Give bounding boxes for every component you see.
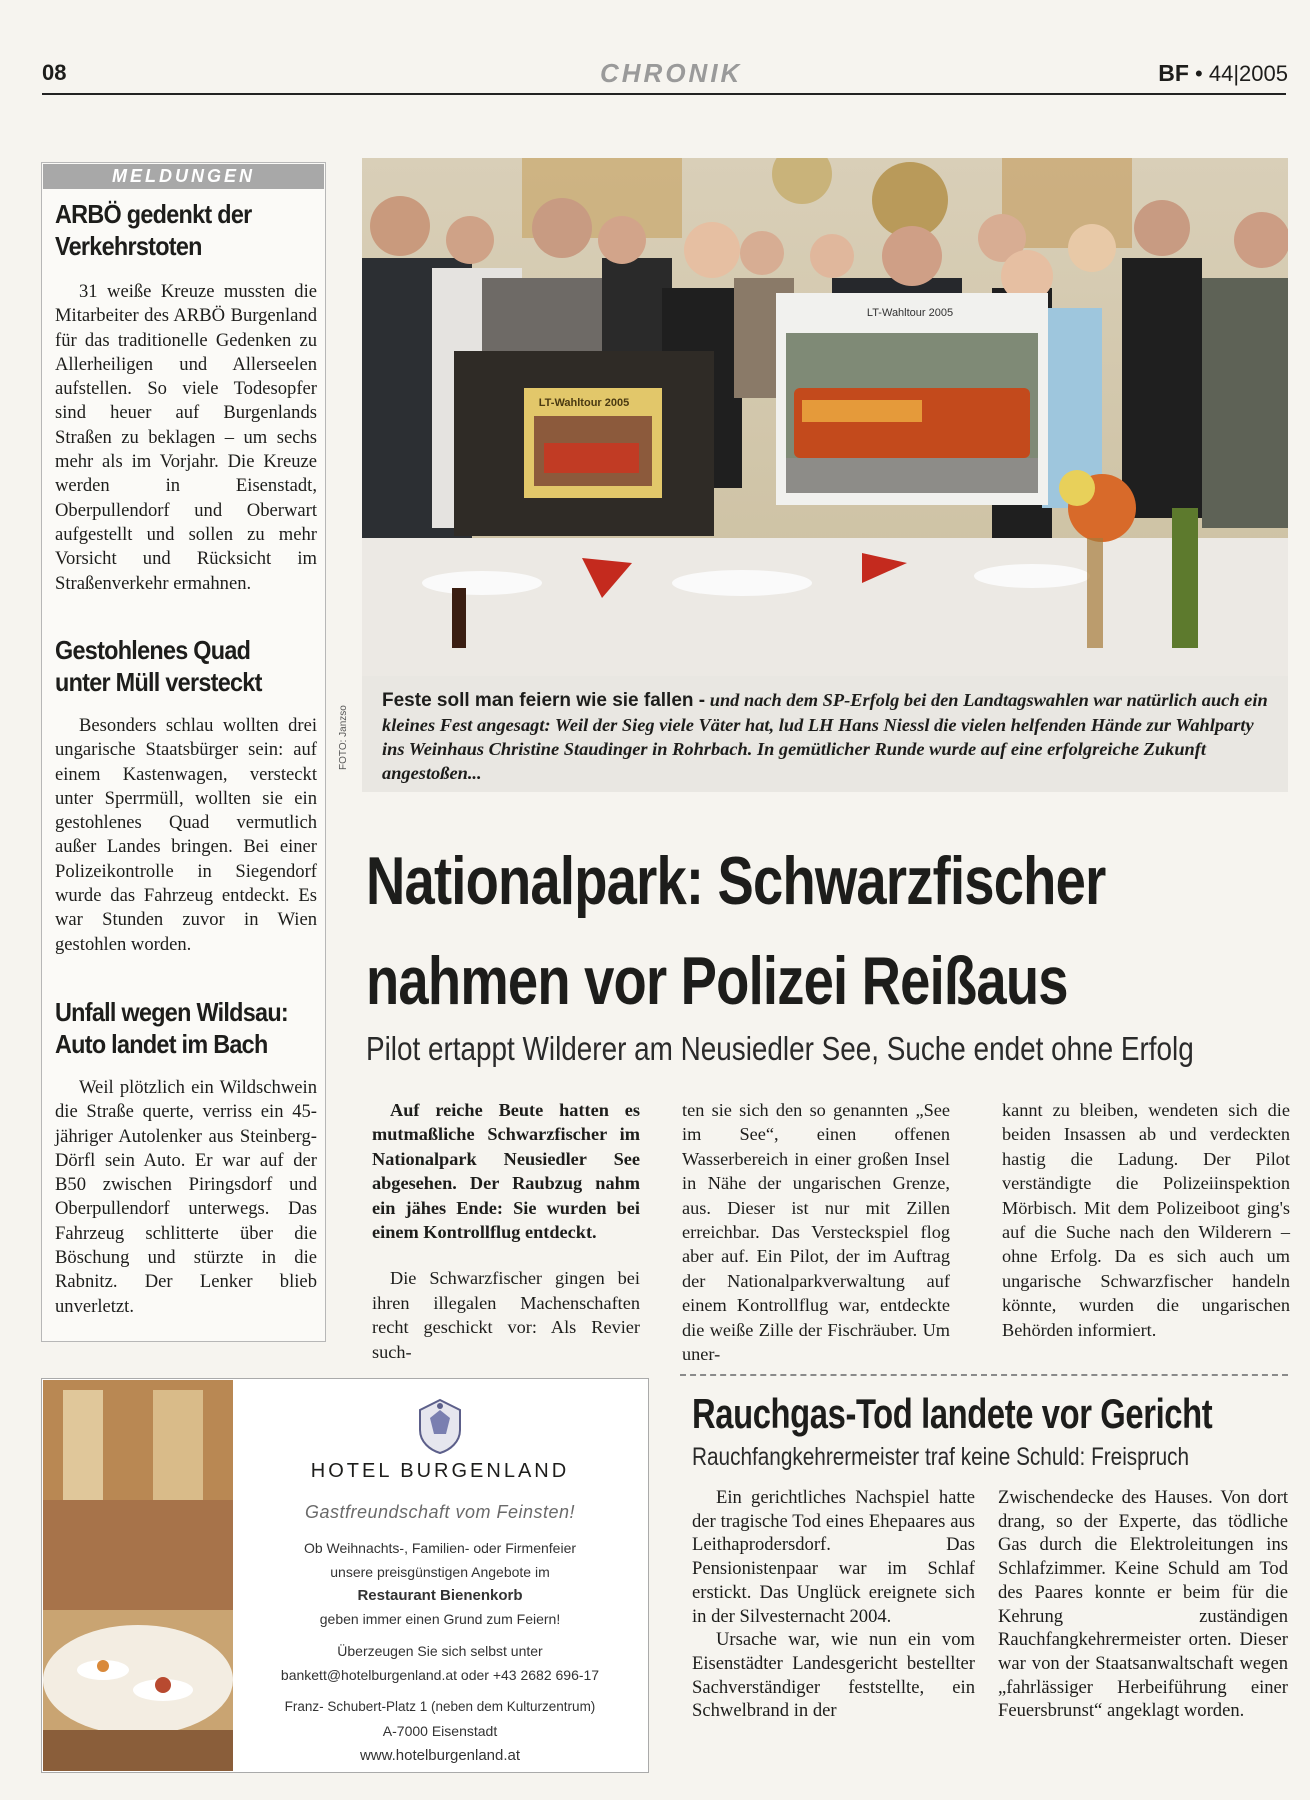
- news-title: Gestohlenes Quad unter Müll versteckt: [55, 635, 262, 697]
- news-body: Weil plötzlich ein Wildschwein die Straße querte, verriss ein 45-jähriger Autolenker aus Steinberg-Dörfl sein Auto. Er war auf der B50 zwischen Piringsdorf und Oberpullendorf unterwegs. Das Fahrzeug schlitterte über die Böschung und stürzte in die Rabnitz. Der Lenker blieb unverletzt.: [55, 1077, 317, 1317]
- news-kicker: MELDUNGEN: [43, 164, 324, 189]
- article-paragraph: Ein gerichtliches Nachspiel hatte der tragische Tod eines Ehepaares aus Leithaprodersdorf. Das Pensionistenpaar war im Schlaf erstickt. Das Unglück ereignete sich in der Silvesternacht 2004.: [692, 1487, 975, 1627]
- photo-credit: FOTO: Janzso: [338, 705, 349, 770]
- article-paragraph: Ursache war, wie nun ein vom Eisenstädter Landesgericht bestellter Sachverständiger feststellte, ein Schwelbrand in der: [692, 1629, 975, 1722]
- section-title: CHRONIK: [600, 58, 743, 88]
- main-headline: Nationalpark: Schwarzfischer: [366, 843, 1106, 919]
- ad-text: Überzeugen Sie sich selbst unter: [337, 1643, 543, 1659]
- main-headline: nahmen vor Polizei Reißaus: [366, 943, 1068, 1019]
- ad-text: geben immer einen Grund zum Feiern!: [319, 1611, 561, 1627]
- hotel-crest-icon: [410, 1396, 470, 1456]
- second-headline: Rauchgas-Tod landete vor Gericht: [692, 1390, 1213, 1437]
- ad-address: Franz- Schubert-Platz 1 (neben dem Kulturzentrum): [284, 1699, 596, 1714]
- article-column: [372, 1098, 640, 1364]
- ad-contact: bankett@hotelburgenland.at oder +43 2682 696-17: [280, 1667, 600, 1683]
- hotel-slogan: Gastfreundschaft vom Feinsten!: [304, 1502, 576, 1522]
- issue-number: 44|2005: [1208, 61, 1288, 86]
- news-title: ARBÖ gedenkt der Verkehrstoten: [55, 199, 252, 261]
- board-label: LT-Wahltour 2005: [866, 307, 954, 319]
- article-column: [1002, 1098, 1290, 1342]
- photo-caption: [382, 688, 1272, 785]
- article-paragraph: Die Schwarzfischer gingen bei ihren illegalen Machenschaften recht geschickt vor: Als Revier such-: [372, 1268, 640, 1362]
- header-rule: [42, 93, 1286, 95]
- ad-restaurant-name: Restaurant Bienenkorb: [357, 1587, 523, 1604]
- article-column: [998, 1486, 1288, 1723]
- news-title: Unfall wegen Wildsau: Auto landet im Bach: [55, 997, 289, 1059]
- party-photo: [362, 158, 1288, 676]
- caption-lead: Feste soll man feiern wie sie fallen -: [382, 690, 706, 711]
- party-photo-image: [362, 158, 1288, 676]
- ad-address: A-7000 Eisenstadt: [382, 1723, 498, 1739]
- article-column: [682, 1098, 950, 1366]
- separator-dot: •: [1195, 61, 1203, 86]
- section-divider: [680, 1374, 1288, 1376]
- news-body: 31 weiße Kreuze mussten die Mitarbeiter des ARBÖ Burgenland für das traditionelle Gedenken zu Allerheiligen und Allerseelen aufstellen. So viele Todesopfer sind heuer auf Burgenlands Straßen zu beklagen – um sechs mehr als im Vorjahr. Die Kreuze werden in Eisenstadt, Oberpullendorf und Oberwart aufgestellt und sollen zu mehr Vorsicht und Rücksicht im Straßenverkehr ermahnen.: [55, 281, 317, 594]
- article-lead: Auf reiche Beute hatten es mutmaßliche Schwarzfischer im Nationalpark Neusiedler See abgesehen. Der Raubzug nahm ein jähes Ende: Sie wurden bei einem Kontrollflug entdeckt.: [372, 1100, 640, 1243]
- main-subheadline: Pilot ertappt Wilderer am Neusiedler See, Suche endet ohne Erfolg: [366, 1030, 1194, 1067]
- article-paragraph: kannt zu bleiben, wendeten sich die beiden Insassen ab und verdeckten hastig die Ladung. Der Pilot verständigte die Polizeiinspektion Mörbisch. Mit dem Polizeiboot ging's auf die Suche nach den Wilderern – ohne Erfolg. Da es sich auch um ungarische Schwarzfischer handeln könnte, wurden die ungarischen Behörden informiert.: [1002, 1100, 1290, 1340]
- article-paragraph: ten sie sich den so genannten „See im See“, einen offenen Wasserbereich in einer großen Insel in Nähe der ungarischen Grenze, aus. Dieser ist nur mit Zillen erreichbar. Das Versteckspiel flog aber auf. Ein Pilot, der im Auftrag der Nationalparkverwaltung auf einem Kontrollflug war, entdeckte die weiße Zille der Fischräuber. Um uner-: [682, 1100, 950, 1365]
- publication-name: BF: [1158, 60, 1189, 86]
- restaurant-photo: [43, 1380, 233, 1771]
- second-subheadline: Rauchfangkehrermeister traf keine Schuld: Freispruch: [692, 1443, 1190, 1471]
- news-body: Besonders schlau wollten drei ungarische Staatsbürger sein: auf einem Kastenwagen, versteckt unter Sperrmüll, wollten sie ein gestohlenes Quad vermutlich außer Landes bringen. Bei einer Polizeikontrolle in Siegendorf wurde das Fahrzeug entdeckt. Es war Stunden zuvor in Wien gestohlen worden.: [55, 715, 317, 955]
- restaurant-photo-image: [43, 1380, 233, 1771]
- ad-text: Ob Weihnachts-, Familien- oder Firmenfeier: [303, 1540, 577, 1556]
- article-paragraph: Zwischendecke des Hauses. Von dort drang, so der Experte, das tödliche Gas durch die Elektroleitungen ins Schlafzimmer. Keine Schuld am Tod des Paares konnte er beim für die Kehrung zuständigen Rauchfangkehrermeister orten. Dieser war von der Staatsanwaltschaft wegen „fahrlässiger Herbeiführung einer Feuersbrunst“ angeklagt worden.: [998, 1487, 1288, 1722]
- issue-info: [1158, 60, 1288, 87]
- ad-text: unsere preisgünstigen Angebote im: [330, 1564, 550, 1580]
- article-column: [692, 1486, 975, 1723]
- caption-text: und nach dem SP-Erfolg bei den Landtagswahlen war natürlich auch ein kleines Fest angesagt: Weil der Sieg viele Väter hat, lud LH Hans Niessl die vielen helfenden Hände zur Wahlparty ins Weinhaus Christine Staudinger in Rohrbach. In gemütlicher Runde wurde auf eine erfolgreiche Zukunft angestoßen...: [382, 690, 1268, 783]
- board-label: LT-Wahltour 2005: [538, 397, 630, 409]
- ad-website: www.hotelburgenland.at: [359, 1747, 521, 1764]
- hotel-name: HOTEL BURGENLAND: [310, 1460, 570, 1482]
- page-number: 08: [42, 60, 67, 85]
